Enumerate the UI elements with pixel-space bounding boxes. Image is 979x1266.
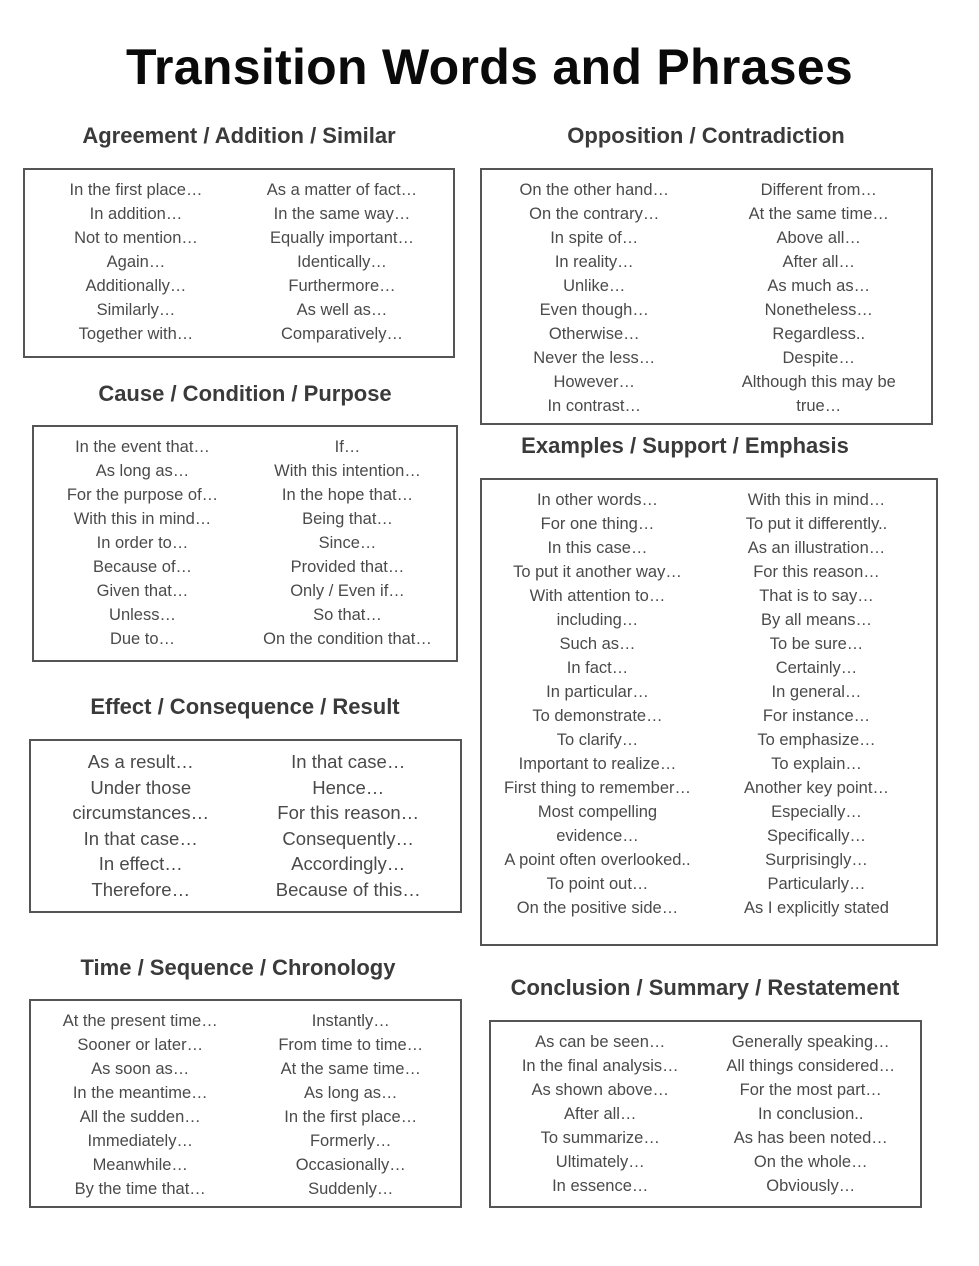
page-title: Transition Words and Phrases <box>125 39 854 95</box>
col-right <box>706 1030 921 1206</box>
phrase-item: Furthermore… <box>288 277 396 295</box>
phrase-item: As has been noted… <box>733 1129 888 1147</box>
phrase-item: As a matter of fact… <box>266 181 418 199</box>
phrase-item: Being that… <box>302 510 393 528</box>
phrase-item: circumstances… <box>72 802 210 823</box>
phrase-item: As can be seen… <box>535 1033 666 1051</box>
col-left <box>482 488 707 944</box>
phrase-item: Because of this… <box>275 878 421 900</box>
phrase-item: In effect… <box>98 853 183 874</box>
col-right <box>246 1009 461 1206</box>
phrase-item: On the other hand… <box>519 181 669 199</box>
phrase-item: Generally speaking… <box>731 1033 890 1051</box>
phrase-item: By the time that… <box>74 1180 206 1198</box>
phrase-item: As well as… <box>296 301 388 319</box>
phrase-item: For instance… <box>762 707 871 725</box>
phrase-item: By all means… <box>761 611 872 629</box>
col-left <box>491 1030 706 1206</box>
phrase-item: All the sudden… <box>79 1108 201 1126</box>
phrase-item: In particular… <box>546 683 649 701</box>
phrase-item: At the same time… <box>748 205 889 223</box>
phrase-item: In general… <box>771 683 862 701</box>
phrase-item: As much as… <box>767 277 871 295</box>
phrase-item: Even though… <box>539 301 649 319</box>
phrase-item: After all… <box>782 253 855 271</box>
phrase-item: For the purpose of… <box>66 486 219 504</box>
phrase-item: Since… <box>318 534 377 552</box>
phrase-item: In order to… <box>96 534 189 552</box>
phrase-item: true… <box>796 397 842 415</box>
phrase-item: To explain… <box>771 755 862 773</box>
box-cause <box>32 425 458 662</box>
phrase-item: Formerly… <box>309 1132 392 1150</box>
col-left <box>34 435 245 660</box>
col-right <box>707 488 936 944</box>
phrase-item: After all… <box>564 1105 637 1123</box>
phrase-item: To point out… <box>546 875 649 893</box>
phrase-item: For the most part… <box>739 1081 882 1099</box>
phrase-item: In conclusion.. <box>758 1105 864 1123</box>
phrase-item: In spite of… <box>550 229 639 247</box>
phrase-item: In that case… <box>291 751 406 772</box>
phrase-item: To demonstrate… <box>532 707 663 725</box>
phrase-item: Due to… <box>109 630 176 648</box>
col-right <box>239 178 453 356</box>
col-left <box>482 178 707 423</box>
col-right <box>245 435 456 660</box>
phrase-item: In the first place… <box>284 1108 418 1126</box>
phrase-item: With attention to… <box>529 587 666 605</box>
phrase-item: At the present time… <box>62 1012 218 1030</box>
phrase-item: In reality… <box>554 253 634 271</box>
phrase-item: Not to mention… <box>74 229 198 247</box>
phrase-item: Additionally… <box>85 277 187 295</box>
phrase-item: A point often overlooked.. <box>504 851 691 869</box>
phrase-item: Especially… <box>771 803 862 821</box>
phrase-item: To clarify… <box>556 731 639 749</box>
phrase-item: Together with… <box>78 325 194 343</box>
phrase-item: On the condition that… <box>263 630 432 648</box>
phrase-item: Certainly… <box>775 659 858 677</box>
phrase-item: Suddenly… <box>308 1180 394 1198</box>
heading-time: Time / Sequence / Chronology <box>80 955 396 980</box>
phrase-item: In that case… <box>83 827 198 849</box>
phrase-item: Accordingly… <box>291 853 406 874</box>
phrase-item: Surprisingly… <box>765 851 868 869</box>
phrase-item: Most compelling <box>537 803 658 821</box>
heading-opposition: Opposition / Contradiction <box>567 123 845 148</box>
phrase-item: Provided that… <box>290 558 405 576</box>
phrase-item: including… <box>556 611 639 629</box>
phrase-item: In the first place… <box>69 181 203 199</box>
phrase-item: As shown above… <box>531 1081 670 1099</box>
phrase-item: Identically… <box>297 253 387 271</box>
phrase-item: Important to realize… <box>518 755 677 773</box>
col-left <box>25 178 239 356</box>
phrase-item: However… <box>553 373 636 391</box>
phrase-item: evidence… <box>556 827 639 845</box>
phrase-item: Equally important… <box>270 229 414 247</box>
phrase-item: On the whole… <box>753 1153 868 1171</box>
phrase-item: Although this may be <box>741 373 896 391</box>
phrase-item: Unlike… <box>563 277 626 295</box>
phrase-item: For this reason… <box>753 563 880 581</box>
phrase-item: First thing to remember… <box>503 779 692 797</box>
col-right <box>707 178 932 423</box>
phrase-item: As long as… <box>303 1084 398 1102</box>
phrase-item: Regardless.. <box>772 325 866 343</box>
col-left <box>31 749 245 911</box>
heading-examples: Examples / Support / Emphasis <box>521 433 849 458</box>
phrase-item: In the event that… <box>75 438 210 456</box>
phrase-item: Therefore… <box>91 878 191 900</box>
phrase-item: From time to time… <box>278 1036 424 1054</box>
phrase-item: On the contrary… <box>529 205 660 223</box>
phrase-item: Different from… <box>760 181 877 199</box>
phrase-item: As soon as… <box>91 1060 190 1078</box>
phrase-item: To emphasize… <box>757 731 876 749</box>
phrase-item: All things considered… <box>726 1057 896 1075</box>
heading-conclusion: Conclusion / Summary / Restatement <box>510 975 900 1000</box>
phrase-item: In essence… <box>552 1177 649 1195</box>
phrase-item: Specifically… <box>766 827 867 845</box>
phrase-item: Comparatively… <box>281 325 403 343</box>
phrase-item: Again… <box>106 253 166 271</box>
phrase-item: Meanwhile… <box>92 1156 188 1174</box>
phrase-item: Under those <box>90 776 192 798</box>
phrase-item: To summarize… <box>540 1129 660 1147</box>
phrase-item: In the meantime… <box>72 1084 208 1102</box>
phrase-item: At the same time… <box>280 1060 421 1078</box>
phrase-item: Unless… <box>109 606 176 624</box>
phrase-item: As a result… <box>87 751 194 772</box>
phrase-item: Obviously… <box>766 1177 856 1195</box>
phrase-item: For one thing… <box>540 515 655 533</box>
col-right <box>245 749 461 911</box>
phrase-item: To be sure… <box>769 635 864 653</box>
phrase-item: As an illustration… <box>747 539 886 557</box>
heading-effect: Effect / Consequence / Result <box>90 694 400 719</box>
box-time <box>29 999 462 1208</box>
phrase-item: Occasionally… <box>295 1156 406 1174</box>
phrase-item: In contrast… <box>547 397 642 415</box>
phrase-item: Such as… <box>559 635 636 653</box>
phrase-item: Ultimately… <box>555 1153 645 1171</box>
phrase-item: To put it another way… <box>513 563 682 581</box>
phrase-item: On the positive side… <box>516 899 679 917</box>
heading-cause: Cause / Condition / Purpose <box>98 381 392 406</box>
phrase-item: Consequently… <box>282 827 415 849</box>
phrase-item: Never the less… <box>533 349 656 367</box>
phrase-item: Because of… <box>92 558 193 576</box>
phrase-item: Hence… <box>312 776 385 798</box>
phrase-item: To put it differently.. <box>745 515 888 533</box>
phrase-item: Another key point… <box>744 779 889 797</box>
phrase-item: In the same way… <box>273 205 411 223</box>
box-conclusion <box>489 1020 922 1208</box>
phrase-item: Despite… <box>782 349 855 367</box>
phrase-item: In other words… <box>536 491 659 509</box>
phrase-item: As long as… <box>95 462 190 480</box>
phrase-item: That is to say… <box>759 587 874 605</box>
phrase-item: Particularly… <box>767 875 866 893</box>
box-effect <box>29 739 462 913</box>
phrase-item: In the final analysis… <box>521 1057 679 1075</box>
phrase-item: Sooner or later… <box>77 1036 204 1054</box>
phrase-item: Only / Even if… <box>290 582 405 600</box>
phrase-item: Instantly… <box>311 1012 390 1030</box>
phrase-item: In fact… <box>566 659 629 677</box>
phrase-item: Above all… <box>776 229 861 247</box>
box-examples <box>480 478 938 946</box>
phrase-item: Otherwise… <box>548 325 640 343</box>
phrase-item: In this case… <box>547 539 648 557</box>
phrase-item: With this in mind… <box>747 491 886 509</box>
phrase-item: For this reason… <box>277 802 420 823</box>
phrase-item: Given that… <box>96 582 189 600</box>
col-left <box>31 1009 246 1206</box>
phrase-item: Similarly… <box>96 301 176 319</box>
box-agreement <box>23 168 455 358</box>
phrase-item: Nonetheless… <box>764 301 873 319</box>
phrase-item: In the hope that… <box>281 486 414 504</box>
phrase-item: In addition… <box>89 205 183 223</box>
phrase-item: Immediately… <box>87 1132 193 1150</box>
phrase-item: With this in mind… <box>73 510 212 528</box>
phrase-item: With this intention… <box>274 462 421 480</box>
phrase-item: If… <box>334 438 361 456</box>
phrase-item: So that… <box>313 606 382 624</box>
heading-agreement: Agreement / Addition / Similar <box>82 123 396 148</box>
box-opposition <box>480 168 933 425</box>
phrase-item: As I explicitly stated <box>744 899 889 917</box>
